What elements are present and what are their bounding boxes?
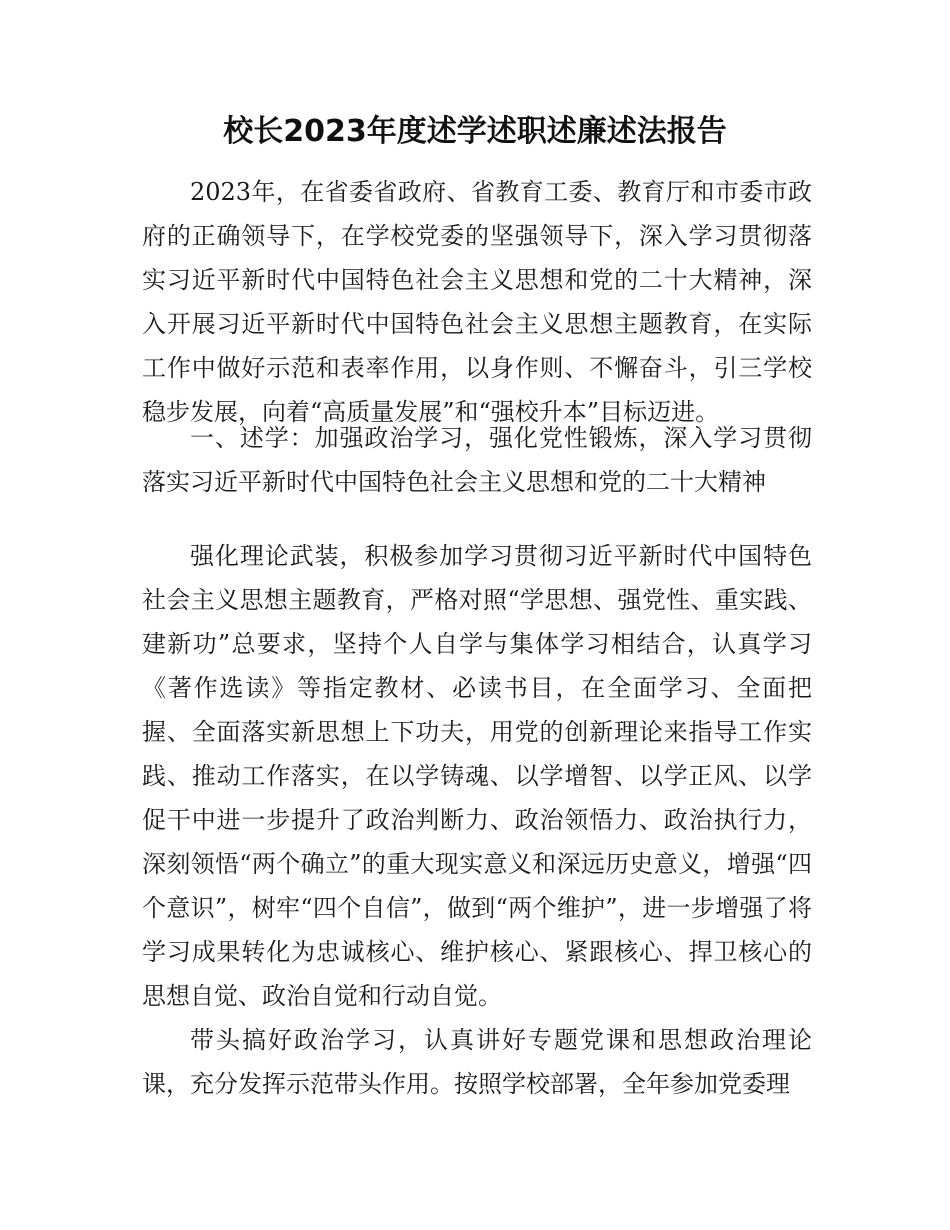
section-heading-study: 一、述学：加强政治学习，强化党性锻炼，深入学习贯彻落实习近平新时代中国特色社会主义思想和党的二十大精神	[142, 424, 812, 496]
paragraph-political-study: 带头搞好政治学习，认真讲好专题党课和思想政治理论课，充分发挥示范带头作用。按照学校部署，全年参加党委理	[142, 1026, 812, 1098]
paragraph-theory-study: 强化理论武装，积极参加学习贯彻习近平新时代中国特色社会主义思想主题教育，严格对照“学思想、强党性、重实践、建新功”总要求，坚持个人自学与集体学习相结合，认真学习《著作选读》等指定教材、必读书目，在全面学习、全面把握、全面落实新思想上下功夫，用党的创新理论来指导工作实践、推动工作落实，在以学铸魂、以学增智、以学正风、以学促干中进一步提升了政治判断力、政治领悟力、政治执行力，深刻领悟“两个确立”的重大现实意义和深远历史意义，增强“四个意识”，树牢“四个自信”，做到“两个维护”，进一步增强了将学习成果转化为忠诚核心、维护核心、紧跟核心、捍卫核心的思想自觉、政治自觉和行动自觉。	[142, 542, 812, 1010]
paragraph-intro: 2023年，在省委省政府、省教育工委、教育厅和市委市政府的正确领导下，在学校党委的坚强领导下，深入学习贯彻落实习近平新时代中国特色社会主义思想和党的二十大精神，深入开展习近平新时代中国特色社会主义思想主题教育，在实际工作中做好示范和表率作用，以身作则、不懈奋斗，引三学校稳步发展，向着“高质量发展”和“强校升本”目标迈进。	[142, 178, 812, 426]
document-title: 校长2023年度述学述职述廉述法报告	[223, 114, 727, 149]
